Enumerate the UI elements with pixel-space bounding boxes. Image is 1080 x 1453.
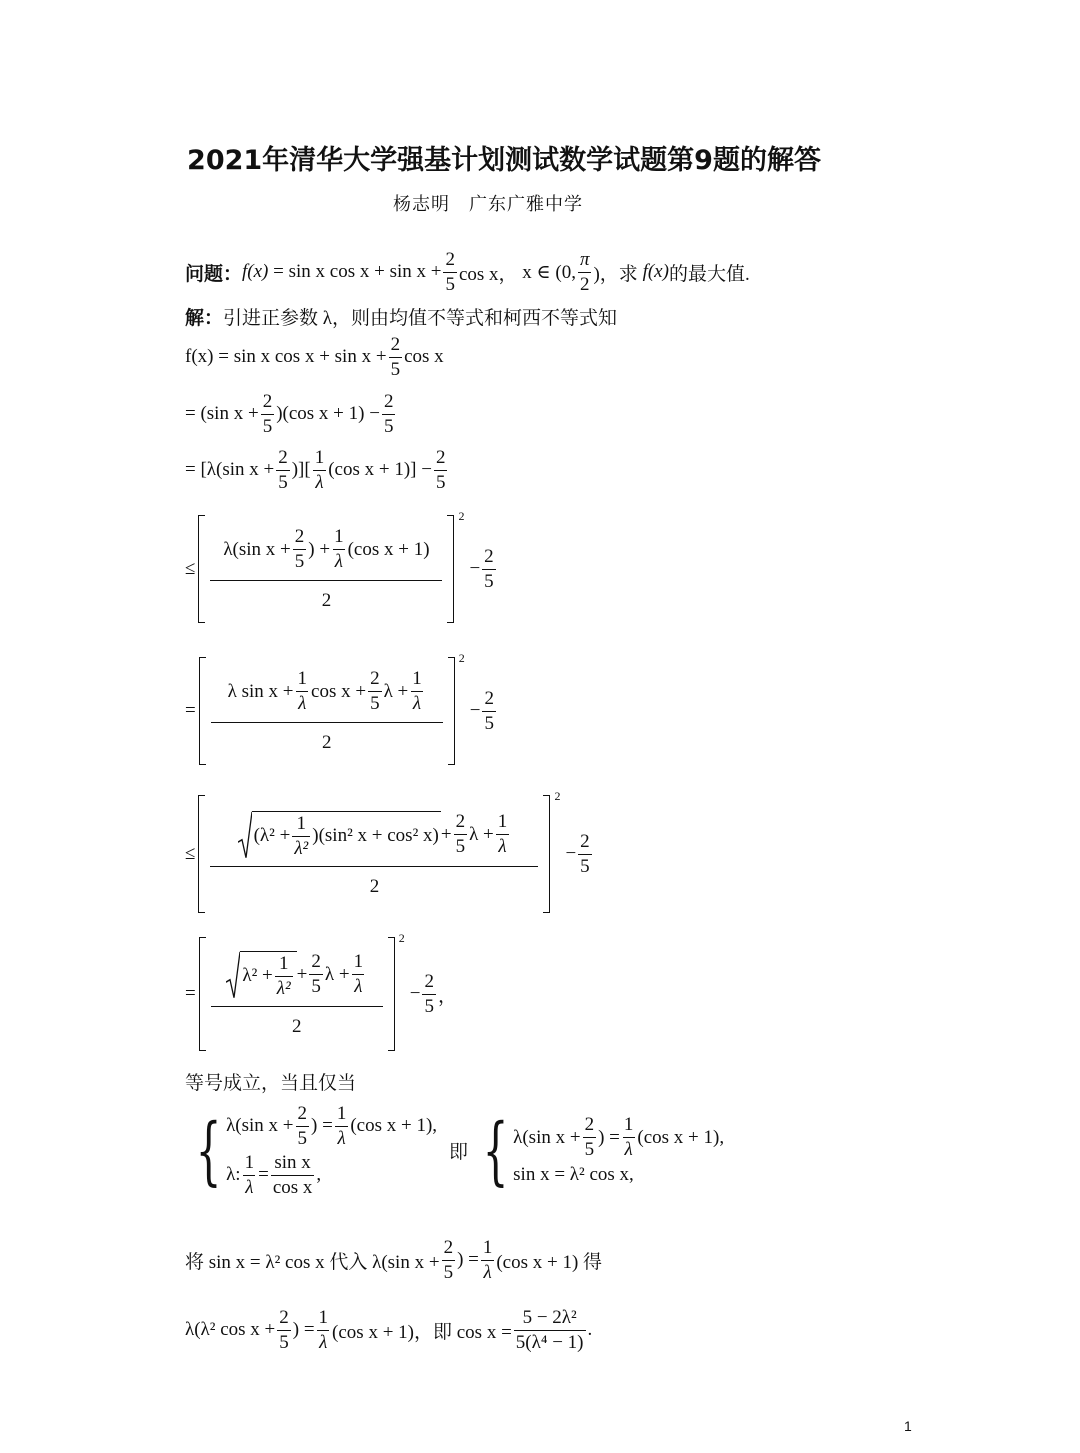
exponent: 2 bbox=[554, 789, 561, 803]
page-title: 2021年清华大学强基计划测试数学试题第9题的解答 bbox=[187, 145, 821, 176]
brace: { bbox=[195, 1107, 222, 1194]
punctuation: ， bbox=[437, 985, 457, 1007]
square-root: (λ² + $\frac{1}{\text{λ²}}$ )(sin² x + cos² x) bbox=[238, 811, 441, 859]
problem-fx: f(x) bbox=[242, 261, 269, 283]
fraction: $\frac{\pi}{2}$ bbox=[579, 249, 590, 295]
fraction: $\frac{2}{5}$ bbox=[580, 830, 590, 877]
fraction: $\frac{1}{\lambda}$ bbox=[314, 447, 325, 493]
system-2: { λ(sin x + $\frac{2}{5}$ ) = $\frac{1}{\lambda}$ (cos x + 1), sin x = λ² cos x, bbox=[482, 1107, 725, 1194]
relation-symbol: ≤ bbox=[185, 558, 196, 579]
eq3-part: (cos x + 1)] − bbox=[328, 459, 432, 481]
fraction: $\frac{1}{\lambda}$ bbox=[482, 1237, 493, 1283]
problem-domain-post: )，求 bbox=[593, 263, 638, 285]
problem-expr: = sin x cos x + sin x + bbox=[273, 261, 442, 283]
minus-sign: − bbox=[469, 558, 481, 579]
fraction: $\frac{2}{5}$ bbox=[279, 1307, 289, 1353]
relation-symbol: = bbox=[185, 983, 196, 1004]
fraction: $\frac{2}{5}$ bbox=[390, 334, 401, 380]
relation-symbol: = bbox=[185, 700, 196, 721]
fraction: $\frac{2}{5}$ bbox=[424, 970, 434, 1017]
fraction: $\frac{2}{5}$ bbox=[278, 447, 288, 493]
fraction: $\frac{2}{5}$ bbox=[435, 447, 446, 493]
problem-tail: cos x， bbox=[458, 263, 518, 285]
fraction: $\frac{2}{5}$ bbox=[262, 391, 273, 437]
problem-ask: 的最大值. bbox=[668, 263, 750, 285]
bracket-group bbox=[198, 509, 465, 623]
minus-sign: − bbox=[565, 843, 577, 864]
relation-symbol: ≤ bbox=[185, 843, 196, 864]
big-fraction: λ sin x + $\frac{1}{\lambda}$ cos x + $\frac{2}{5}$ λ + $\frac{1}{\lambda}$ 2 bbox=[211, 669, 443, 753]
big-fraction: λ² + $\frac{1}{\text{λ²}}$ + $\frac{2}{5}$ λ + $\frac{1}{\lambda}$ 2 bbox=[211, 951, 383, 1038]
exponent: 2 bbox=[458, 509, 465, 523]
bracket-group bbox=[199, 931, 405, 1051]
problem-domain: x ∈ (0, bbox=[522, 261, 576, 283]
problem-fx-2: f(x) bbox=[642, 261, 669, 283]
author-line: 杨志明 广东广雅中学 bbox=[393, 194, 583, 214]
equation-systems bbox=[185, 1104, 724, 1198]
fraction: $\frac{\text{5 − 2λ²}}{\text{5(λ⁴ − 1)}}$ bbox=[515, 1307, 584, 1353]
fraction: $\frac{2}{5}$ bbox=[443, 1237, 454, 1283]
brace: { bbox=[482, 1107, 509, 1194]
radical-sign bbox=[238, 811, 252, 859]
system-1: { λ(sin x + $\frac{2}{5}$ ) = $\frac{1}{\lambda}$ (cos x + 1), λ: $\frac{1}{\lambda}$ = $\frac{\text{sin x}}{\text{cos x}}$ , bbox=[195, 1103, 438, 1198]
problem-label: 问题： bbox=[185, 263, 243, 285]
equation-4 bbox=[185, 509, 498, 623]
page-number: 1 bbox=[904, 1418, 912, 1434]
eq2-part: )(cos x + 1) − bbox=[276, 403, 380, 425]
substitution-line: 将 sin x = λ² cos x 代入 λ(sin x + $\frac{2}{5}$ ) = $\frac{1}{\lambda}$ (cos x + 1) 得 bbox=[185, 1237, 603, 1283]
minus-sign: − bbox=[409, 983, 421, 1004]
exponent: 2 bbox=[398, 931, 405, 945]
fraction: $\frac{2}{5}$ bbox=[484, 687, 494, 734]
solution-intro bbox=[185, 303, 617, 330]
equation-6 bbox=[185, 789, 594, 913]
eq2-part: = (sin x + bbox=[185, 403, 259, 425]
equation-1 bbox=[185, 335, 444, 380]
fraction: $\frac{2}{5}$ bbox=[445, 249, 455, 295]
minus-sign: − bbox=[469, 700, 481, 721]
big-fraction: (λ² + $\frac{1}{\text{λ²}}$ )(sin² x + cos² x) + $\frac{2}{5}$ λ + $\frac{1}{\lambda}$ 2 bbox=[210, 811, 538, 898]
equation-2 bbox=[185, 392, 397, 437]
equation-5 bbox=[185, 651, 498, 765]
fraction: $\frac{1}{\lambda}$ bbox=[318, 1307, 329, 1353]
exponent: 2 bbox=[458, 651, 465, 665]
bracket-group bbox=[199, 651, 465, 765]
bracket-group bbox=[198, 789, 561, 913]
eq1-lhs: f(x) = sin x cos x + sin x + bbox=[185, 346, 387, 368]
eq3-part: )][ bbox=[291, 459, 311, 481]
fraction: $\frac{2}{5}$ bbox=[484, 545, 494, 592]
solution-label: 解： bbox=[185, 308, 224, 329]
equation-7 bbox=[185, 931, 457, 1051]
final-line: λ(λ² cos x + $\frac{2}{5}$ ) = $\frac{1}{\lambda}$ (cos x + 1)，即 cos x = $\frac{\text{5 − 2λ²}}{\text{5(λ⁴ − 1)}}$ . bbox=[185, 1307, 593, 1353]
solution-intro-text: 引进正参数 λ，则由均值不等式和柯西不等式知 bbox=[223, 308, 617, 329]
equality-condition: 等号成立，当且仅当 bbox=[185, 1073, 357, 1094]
ji-label: 即 bbox=[449, 1142, 469, 1164]
eq3-part: = [λ(sin x + bbox=[185, 459, 275, 481]
equation-3 bbox=[185, 448, 449, 493]
eq1-rhs: cos x bbox=[404, 346, 444, 368]
radical-sign bbox=[226, 951, 240, 999]
big-fraction: λ(sin x + $\frac{2}{5}$ ) + $\frac{1}{\lambda}$ (cos x + 1) 2 bbox=[210, 527, 442, 611]
problem-statement bbox=[185, 250, 750, 295]
square-root: λ² + $\frac{1}{\text{λ²}}$ bbox=[226, 951, 296, 999]
fraction: $\frac{2}{5}$ bbox=[383, 391, 394, 437]
